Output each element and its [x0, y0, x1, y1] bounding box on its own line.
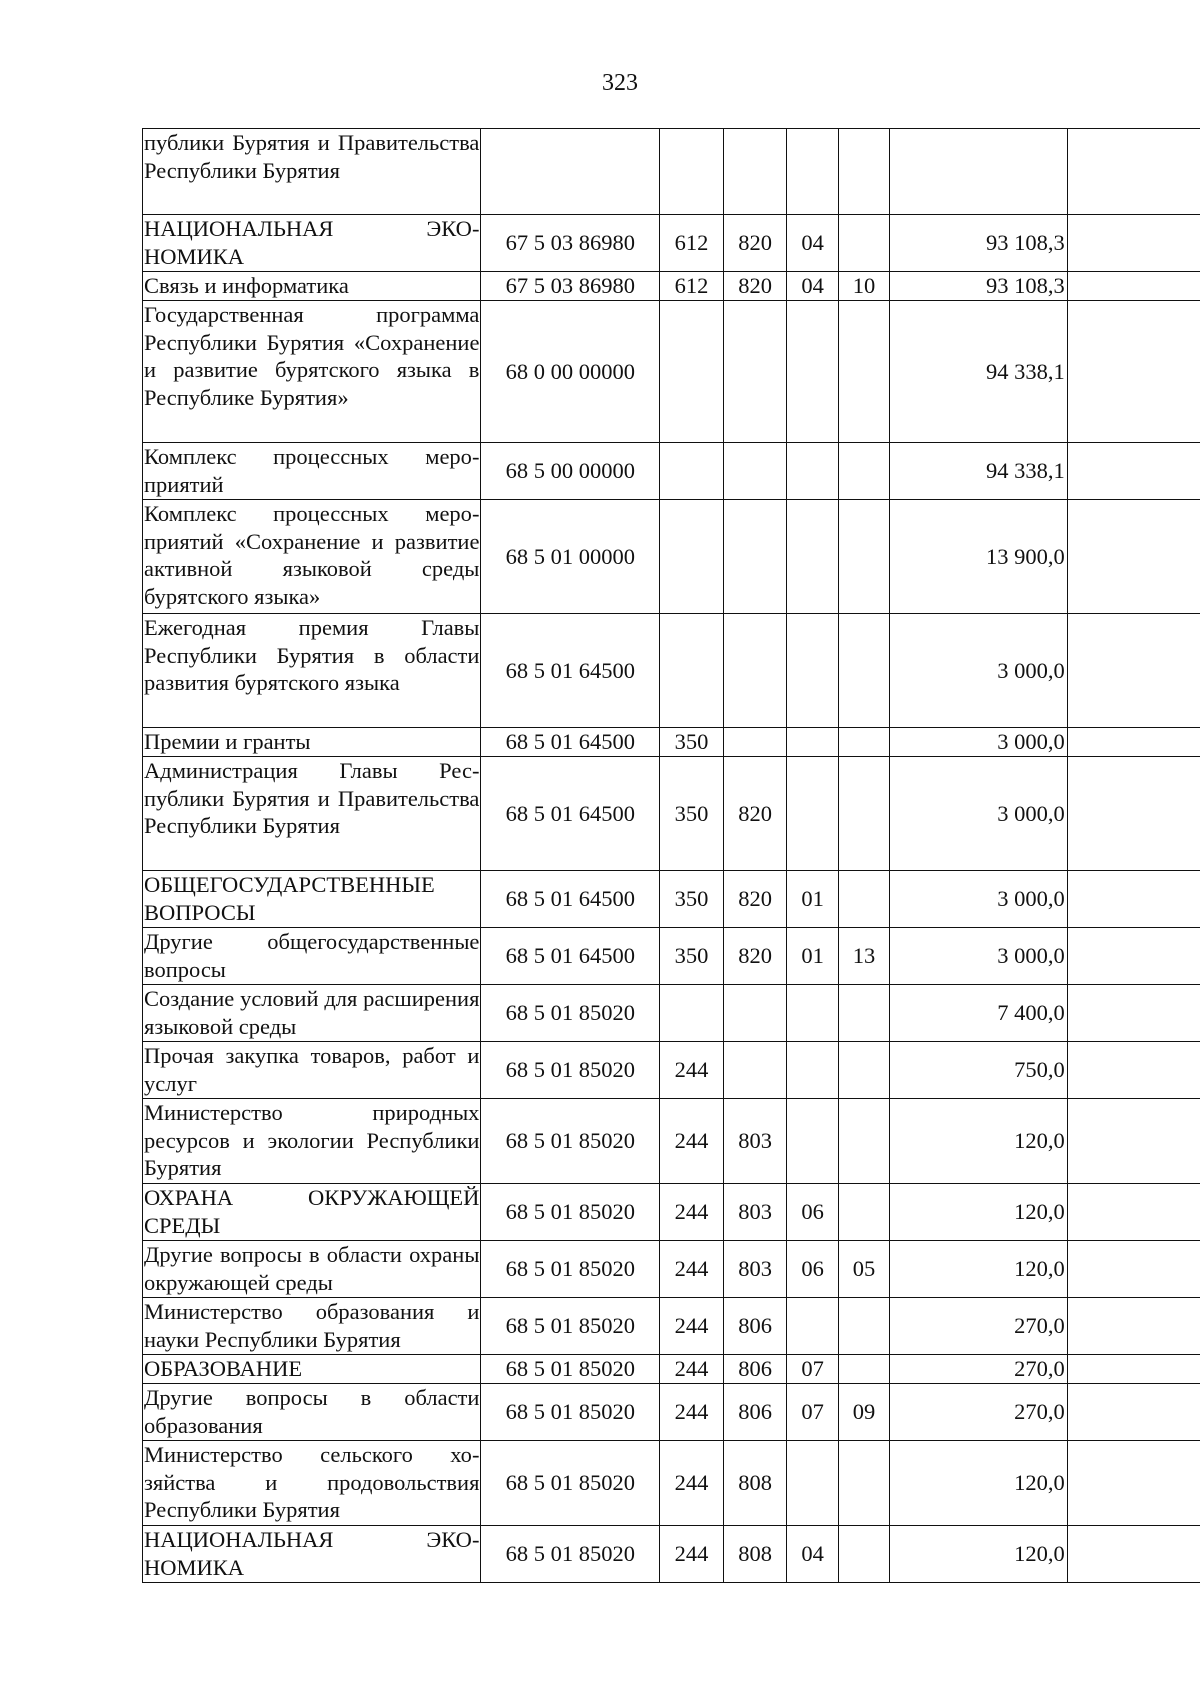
expense-type-cell: 612	[660, 272, 724, 301]
amount-cell: 270,0	[890, 1298, 1068, 1355]
administrator-code-cell: 803	[723, 1184, 787, 1241]
target-article-cell: 68 5 00 00000	[481, 443, 660, 500]
item-name-cell: Другие вопросы в области образования	[143, 1384, 481, 1441]
target-article-cell: 68 5 01 85020	[481, 985, 660, 1042]
section-cell	[787, 443, 838, 500]
administrator-code-cell: 803	[723, 1099, 787, 1184]
table-row	[143, 500, 1200, 614]
expense-type-cell	[660, 301, 724, 443]
empty-cell	[1067, 928, 1200, 985]
administrator-code-cell: 808	[723, 1526, 787, 1583]
item-name-cell: Связь и информатика	[143, 272, 481, 301]
empty-cell	[1067, 443, 1200, 500]
table-row	[143, 1526, 1200, 1583]
table-row	[143, 1384, 1200, 1441]
table-body	[143, 129, 1200, 1583]
item-name-cell: Администрация Главы Республики Бурятия и Правительства Республики Бурятия	[143, 757, 481, 871]
administrator-code-cell: 820	[723, 215, 787, 272]
subsection-cell	[838, 129, 889, 215]
administrator-code-cell: 806	[723, 1298, 787, 1355]
table-row	[143, 985, 1200, 1042]
table-row	[143, 215, 1200, 272]
subsection-cell	[838, 1298, 889, 1355]
expense-type-cell	[660, 443, 724, 500]
empty-cell	[1067, 500, 1200, 614]
subsection-cell	[838, 728, 889, 757]
empty-cell	[1067, 215, 1200, 272]
amount-cell: 94 338,1	[890, 443, 1068, 500]
target-article-cell: 68 5 01 64500	[481, 871, 660, 928]
amount-cell: 13 900,0	[890, 500, 1068, 614]
amount-cell: 94 338,1	[890, 301, 1068, 443]
empty-cell	[1067, 1355, 1200, 1384]
table-row	[143, 1355, 1200, 1384]
administrator-code-cell: 820	[723, 272, 787, 301]
table-row	[143, 1042, 1200, 1099]
section-cell: 01	[787, 928, 838, 985]
administrator-code-cell: 808	[723, 1441, 787, 1526]
target-article-cell: 68 5 01 64500	[481, 728, 660, 757]
expense-type-cell: 244	[660, 1298, 724, 1355]
expense-type-cell: 244	[660, 1441, 724, 1526]
target-article-cell: 68 5 01 85020	[481, 1241, 660, 1298]
subsection-cell	[838, 614, 889, 728]
administrator-code-cell	[723, 129, 787, 215]
subsection-cell	[838, 1526, 889, 1583]
section-cell: 06	[787, 1184, 838, 1241]
amount-cell: 120,0	[890, 1526, 1068, 1583]
subsection-cell	[838, 1042, 889, 1099]
section-cell	[787, 301, 838, 443]
empty-cell	[1067, 1526, 1200, 1583]
section-cell: 04	[787, 272, 838, 301]
subsection-cell: 10	[838, 272, 889, 301]
amount-cell: 93 108,3	[890, 215, 1068, 272]
section-cell	[787, 1298, 838, 1355]
expense-type-cell	[660, 500, 724, 614]
table-row	[143, 272, 1200, 301]
expense-type-cell: 350	[660, 757, 724, 871]
empty-cell	[1067, 1099, 1200, 1184]
expense-type-cell: 244	[660, 1241, 724, 1298]
subsection-cell	[838, 871, 889, 928]
section-cell: 04	[787, 215, 838, 272]
target-article-cell	[481, 129, 660, 215]
item-name-cell: Министерство образования и науки Республики Бурятия	[143, 1298, 481, 1355]
table-row	[143, 757, 1200, 871]
item-name-cell: НАЦИОНАЛЬНАЯ ЭКОНОМИКА	[143, 215, 481, 272]
item-name-cell: Комплекс процессных мероприятий	[143, 443, 481, 500]
table-row	[143, 928, 1200, 985]
subsection-cell	[838, 1099, 889, 1184]
item-name-cell: Другие вопросы в области охраны окружающей среды	[143, 1241, 481, 1298]
subsection-cell: 09	[838, 1384, 889, 1441]
section-cell	[787, 985, 838, 1042]
expense-type-cell: 244	[660, 1042, 724, 1099]
expense-type-cell: 350	[660, 728, 724, 757]
target-article-cell: 68 5 01 85020	[481, 1441, 660, 1526]
section-cell: 01	[787, 871, 838, 928]
subsection-cell	[838, 301, 889, 443]
amount-cell: 120,0	[890, 1099, 1068, 1184]
section-cell	[787, 728, 838, 757]
item-name-cell: Комплекс процессных мероприятий «Сохранение и развитие активной языковой среды бурятского языка»	[143, 500, 481, 614]
amount-cell: 270,0	[890, 1355, 1068, 1384]
target-article-cell: 67 5 03 86980	[481, 272, 660, 301]
amount-cell: 120,0	[890, 1441, 1068, 1526]
table-row	[143, 871, 1200, 928]
administrator-code-cell: 820	[723, 928, 787, 985]
administrator-code-cell	[723, 985, 787, 1042]
subsection-cell	[838, 1441, 889, 1526]
section-cell	[787, 614, 838, 728]
amount-cell: 750,0	[890, 1042, 1068, 1099]
subsection-cell: 13	[838, 928, 889, 985]
expense-type-cell: 350	[660, 928, 724, 985]
item-name-cell: публики Бурятия и Правительства Республики Бурятия	[143, 129, 481, 215]
administrator-code-cell	[723, 500, 787, 614]
section-cell: 07	[787, 1384, 838, 1441]
table-row	[143, 1441, 1200, 1526]
table-row	[143, 614, 1200, 728]
empty-cell	[1067, 985, 1200, 1042]
expense-type-cell	[660, 614, 724, 728]
item-name-cell: Государственная программа Республики Бурятия «Сохранение и развитие бурятского языка в Республике Бурятия»	[143, 301, 481, 443]
item-name-cell: Создание условий для расширения языковой среды	[143, 985, 481, 1042]
item-name-cell: ОБЩЕГОСУДАРСТВЕННЫЕ ВОПРОСЫ	[143, 871, 481, 928]
expense-type-cell: 244	[660, 1355, 724, 1384]
administrator-code-cell	[723, 1042, 787, 1099]
administrator-code-cell: 803	[723, 1241, 787, 1298]
empty-cell	[1067, 272, 1200, 301]
table-row	[143, 1099, 1200, 1184]
subsection-cell	[838, 1184, 889, 1241]
administrator-code-cell: 820	[723, 757, 787, 871]
target-article-cell: 68 5 01 64500	[481, 928, 660, 985]
target-article-cell: 68 5 01 85020	[481, 1298, 660, 1355]
section-cell	[787, 500, 838, 614]
empty-cell	[1067, 129, 1200, 215]
item-name-cell: Премии и гранты	[143, 728, 481, 757]
section-cell	[787, 1099, 838, 1184]
section-cell: 04	[787, 1526, 838, 1583]
administrator-code-cell	[723, 301, 787, 443]
expense-type-cell: 244	[660, 1526, 724, 1583]
amount-cell: 93 108,3	[890, 272, 1068, 301]
amount-cell: 3 000,0	[890, 614, 1068, 728]
subsection-cell	[838, 443, 889, 500]
section-cell: 06	[787, 1241, 838, 1298]
amount-cell: 3 000,0	[890, 928, 1068, 985]
section-cell	[787, 1042, 838, 1099]
empty-cell	[1067, 1184, 1200, 1241]
amount-cell: 270,0	[890, 1384, 1068, 1441]
empty-cell	[1067, 301, 1200, 443]
table-row	[143, 129, 1200, 215]
target-article-cell: 68 5 01 00000	[481, 500, 660, 614]
item-name-cell: Ежегодная премия Главы Республики Бурятия в области развития бурятского языка	[143, 614, 481, 728]
expense-type-cell	[660, 129, 724, 215]
empty-cell	[1067, 1441, 1200, 1526]
empty-cell	[1067, 1298, 1200, 1355]
empty-cell	[1067, 1241, 1200, 1298]
table-row	[143, 443, 1200, 500]
expense-type-cell: 244	[660, 1099, 724, 1184]
amount-cell: 7 400,0	[890, 985, 1068, 1042]
empty-cell	[1067, 614, 1200, 728]
table-row	[143, 1241, 1200, 1298]
amount-cell: 3 000,0	[890, 757, 1068, 871]
item-name-cell: НАЦИОНАЛЬНАЯ ЭКОНОМИКА	[143, 1526, 481, 1583]
item-name-cell: ОБРАЗОВАНИЕ	[143, 1355, 481, 1384]
item-name-cell: ОХРАНА ОКРУЖАЮЩЕЙ СРЕДЫ	[143, 1184, 481, 1241]
administrator-code-cell: 820	[723, 871, 787, 928]
expense-type-cell: 612	[660, 215, 724, 272]
expense-type-cell: 244	[660, 1384, 724, 1441]
target-article-cell: 68 5 01 85020	[481, 1099, 660, 1184]
amount-cell: 3 000,0	[890, 728, 1068, 757]
empty-cell	[1067, 728, 1200, 757]
item-name-cell: Другие общегосударственные вопросы	[143, 928, 481, 985]
subsection-cell	[838, 500, 889, 614]
target-article-cell: 67 5 03 86980	[481, 215, 660, 272]
subsection-cell: 05	[838, 1241, 889, 1298]
expense-type-cell	[660, 985, 724, 1042]
target-article-cell: 68 5 01 85020	[481, 1355, 660, 1384]
amount-cell: 120,0	[890, 1184, 1068, 1241]
amount-cell: 3 000,0	[890, 871, 1068, 928]
subsection-cell	[838, 1355, 889, 1384]
target-article-cell: 68 5 01 85020	[481, 1384, 660, 1441]
administrator-code-cell: 806	[723, 1384, 787, 1441]
target-article-cell: 68 5 01 64500	[481, 614, 660, 728]
amount-cell: 120,0	[890, 1241, 1068, 1298]
expense-type-cell: 244	[660, 1184, 724, 1241]
subsection-cell	[838, 215, 889, 272]
budget-table	[142, 128, 1200, 1583]
amount-cell	[890, 129, 1068, 215]
expense-type-cell: 350	[660, 871, 724, 928]
item-name-cell: Министерство сельского хозяйства и продовольствия Республики Бурятия	[143, 1441, 481, 1526]
table-row	[143, 1184, 1200, 1241]
empty-cell	[1067, 1384, 1200, 1441]
table-row	[143, 301, 1200, 443]
target-article-cell: 68 5 01 85020	[481, 1184, 660, 1241]
administrator-code-cell	[723, 443, 787, 500]
administrator-code-cell	[723, 728, 787, 757]
section-cell: 07	[787, 1355, 838, 1384]
section-cell	[787, 1441, 838, 1526]
section-cell	[787, 757, 838, 871]
administrator-code-cell	[723, 614, 787, 728]
item-name-cell: Министерство природных ресурсов и экологии Республики Бурятия	[143, 1099, 481, 1184]
empty-cell	[1067, 1042, 1200, 1099]
subsection-cell	[838, 985, 889, 1042]
target-article-cell: 68 5 01 85020	[481, 1042, 660, 1099]
subsection-cell	[838, 757, 889, 871]
target-article-cell: 68 5 01 64500	[481, 757, 660, 871]
empty-cell	[1067, 757, 1200, 871]
target-article-cell: 68 0 00 00000	[481, 301, 660, 443]
item-name-cell: Прочая закупка товаров, работ и услуг	[143, 1042, 481, 1099]
table-row	[143, 728, 1200, 757]
empty-cell	[1067, 871, 1200, 928]
section-cell	[787, 129, 838, 215]
target-article-cell: 68 5 01 85020	[481, 1526, 660, 1583]
table-row	[143, 1298, 1200, 1355]
administrator-code-cell: 806	[723, 1355, 787, 1384]
page-number: 323	[602, 70, 638, 96]
